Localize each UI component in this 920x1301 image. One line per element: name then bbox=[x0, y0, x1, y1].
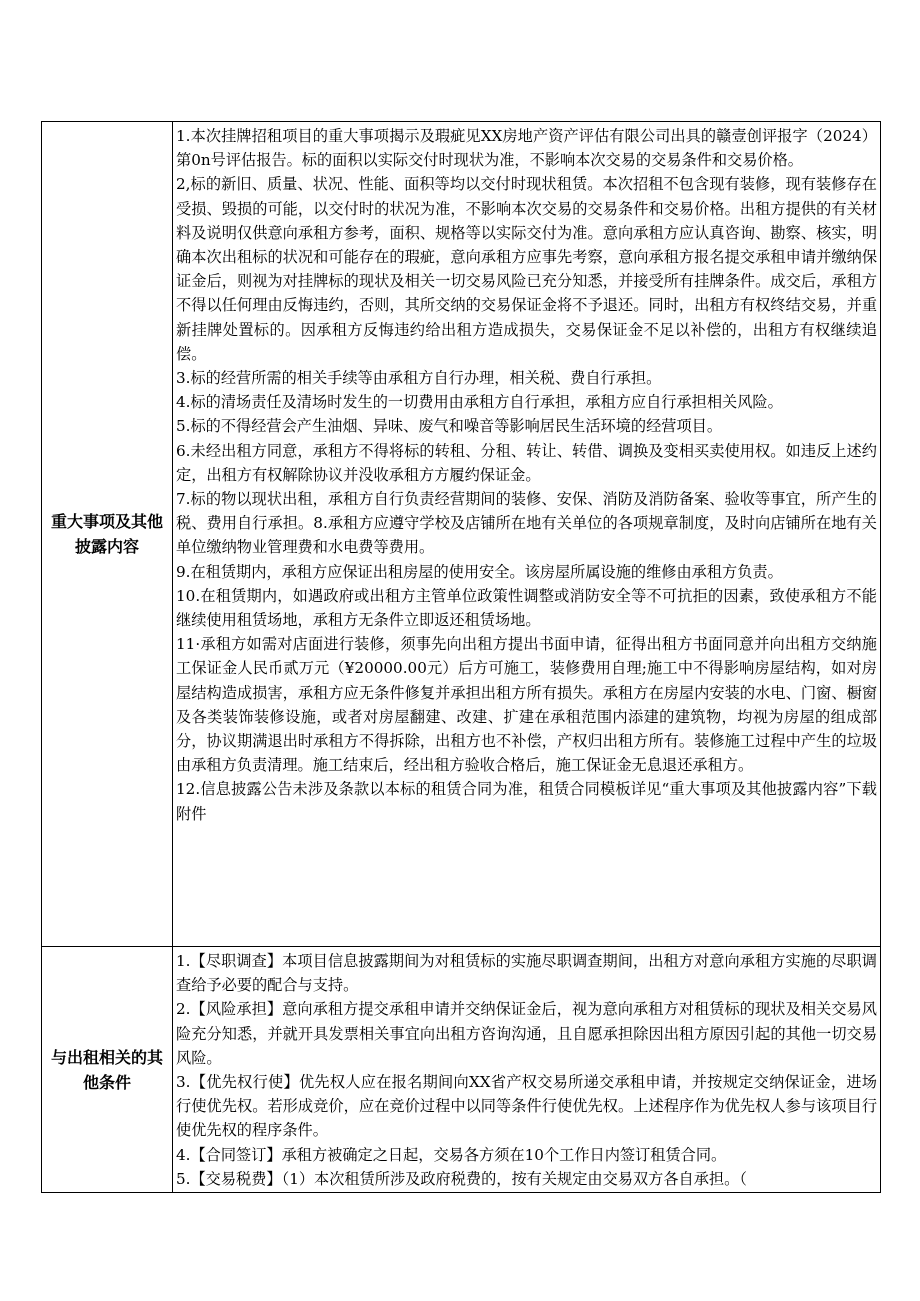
paragraph: 10.在租赁期内，如遇政府或出租方主管单位政策性调整或消防安全等不可抗拒的因素，致使承租方不能继续使用租赁场地，承租方无条件立即返还租赁场地。 bbox=[176, 586, 877, 630]
paragraph: 4.标的清场责任及清场时发生的一切费用由承租方自行承担，承租方应自行承担相关风险。 bbox=[176, 393, 783, 412]
row-label: 与出租相关的其他条件 bbox=[50, 1047, 163, 1092]
paragraph: 5.【交易税费】（1）本次租赁所涉及政府税费的，按有关规定由交易双方各自承担。（ bbox=[176, 1169, 747, 1188]
paragraph: 3.【优先权行使】优先权人应在报名期间向XX省产权交易所递交承租申请，并按规定交纳保证金，进场行使优先权。若形成竞价，应在竞价过程中以同等条件行使优先权。上述程序作为优先权人参与该项目行使优先权的程序条件。 bbox=[176, 1073, 877, 1140]
paragraph: 3.标的经营所需的相关手续等由承租方自行办理，相关税、费自行承担。 bbox=[176, 369, 662, 388]
paragraph: 1.【尽职调查】本项目信息披露期间为对租赁标的实施尽职调查期间，出租方对意向承租方实施的尽职调查给予必要的配合与支持。 bbox=[176, 952, 877, 995]
paragraph: 6.未经出租方同意，承租方不得将标的转租、分租、转让、转借、调换及变相买卖使用权。如违反上述约定，出租方有权解除协议并没收承租方方履约保证金。 bbox=[176, 441, 877, 484]
paragraph: 11·承租方如需对店面进行装修，须事先向出租方提出书面申请，征得出租方书面同意并向出租方交纳施工保证金人民币贰万元（¥20000.00元）后方可施工，装修费用自理;施工中不得影响房屋结构，如对房屋结构造成损害，承租方应无条件修复并承担出租方所有损失。承租方在房屋内安装的水电、门窗、橱窗及各类装饰装修设施，或者对房屋翻建、改建、扩建在承租范围内添建的建筑物，均视为房屋的组成部分，协议期满退出时承租方不得拆除，出租方也不补偿，产权归出租方所有。装修施工过程中产生的垃圾由承租方负责清理。施工结束后，经出租方验收合格后，施工保证金无息退还承租方。 bbox=[176, 635, 877, 775]
paragraph: 2.【风险承担】意向承租方提交承租申请并交纳保证金后，视为意向承租方对租赁标的现状及相关交易风险充分知悉，并就开具发票相关事宜向出租方咨询沟通，且自愿承担除因出租方原因引起的其他一切交易风险。 bbox=[176, 1000, 877, 1067]
row-content-cell bbox=[173, 947, 881, 1193]
row-content bbox=[176, 124, 877, 946]
paragraph: 4.【合同签订】承租方被确定之日起，交易各方须在10个工作日内签订租赁合同。 bbox=[176, 1145, 727, 1164]
paragraph: 9.在租赁期内，承租方应保证出租房屋的使用安全。该房屋所属设施的维修由承租方负责。 bbox=[176, 562, 783, 581]
disclosure-table bbox=[41, 121, 881, 1193]
row-content bbox=[176, 949, 877, 1192]
table-row bbox=[42, 947, 881, 1193]
paragraph: 5.标的不得经营会产生油烟、异味、废气和噪音等影响居民生活环境的经营项目。 bbox=[176, 417, 723, 436]
row-content-cell bbox=[173, 122, 881, 947]
row-label: 重大事项及其他披露内容 bbox=[50, 512, 163, 556]
paragraph: 12.信息披露公告未涉及条款以本标的租赁合同为准，租赁合同模板详见“重大事项及其他披露内容”下载附件 bbox=[176, 780, 877, 823]
paragraph: 7.标的物以现状出租，承租方自行负责经营期间的装修、安保、消防及消防备案、验收等事宜，所产生的税、费用自行承担。8.承租方应遵守学校及店铺所在地有关单位的各项规章制度，及时向店铺所在地有关单位缴纳物业管理费和水电费等费用。 bbox=[176, 490, 877, 557]
row-label-cell bbox=[42, 947, 173, 1193]
table-row bbox=[42, 122, 881, 947]
paragraph: 1.本次挂牌招租项目的重大事项揭示及瑕疵见XX房地产资产评估有限公司出具的赣壹创评报字（2024）第0n号评估报告。标的面积以实际交付时现状为准，不影响本次交易的交易条件和交易价格。 bbox=[176, 127, 877, 170]
paragraph: 2,标的新旧、质量、状况、性能、面积等均以交付时现状租赁。本次招租不包含现有装修，现有装修存在受损、毁损的可能，以交付时的状况为准，不影响本次交易的交易条件和交易价格。出租方提供的有关材料及说明仅供意向承租方参考，面积、规格等以实际交付为准。意向承租方应认真咨询、勘察、核实，明确本次出租标的状况和可能存在的瑕疵，意向承租方应事先考察，意向承租方报名提交承租申请并缴纳保证金后，则视为对挂牌标的现状及相关一切交易风险已充分知悉，并接受所有挂牌条件。成交后，承租方不得以任何理由反悔违约，否则，其所交纳的交易保证金将不予退还。同时，出租方有权终结交易，并重新挂牌处置标的。因承租方反悔违约给出租方造成损失，交易保证金不足以补偿的，出租方有权继续追偿。 bbox=[176, 175, 877, 363]
row-label-cell bbox=[42, 122, 173, 947]
